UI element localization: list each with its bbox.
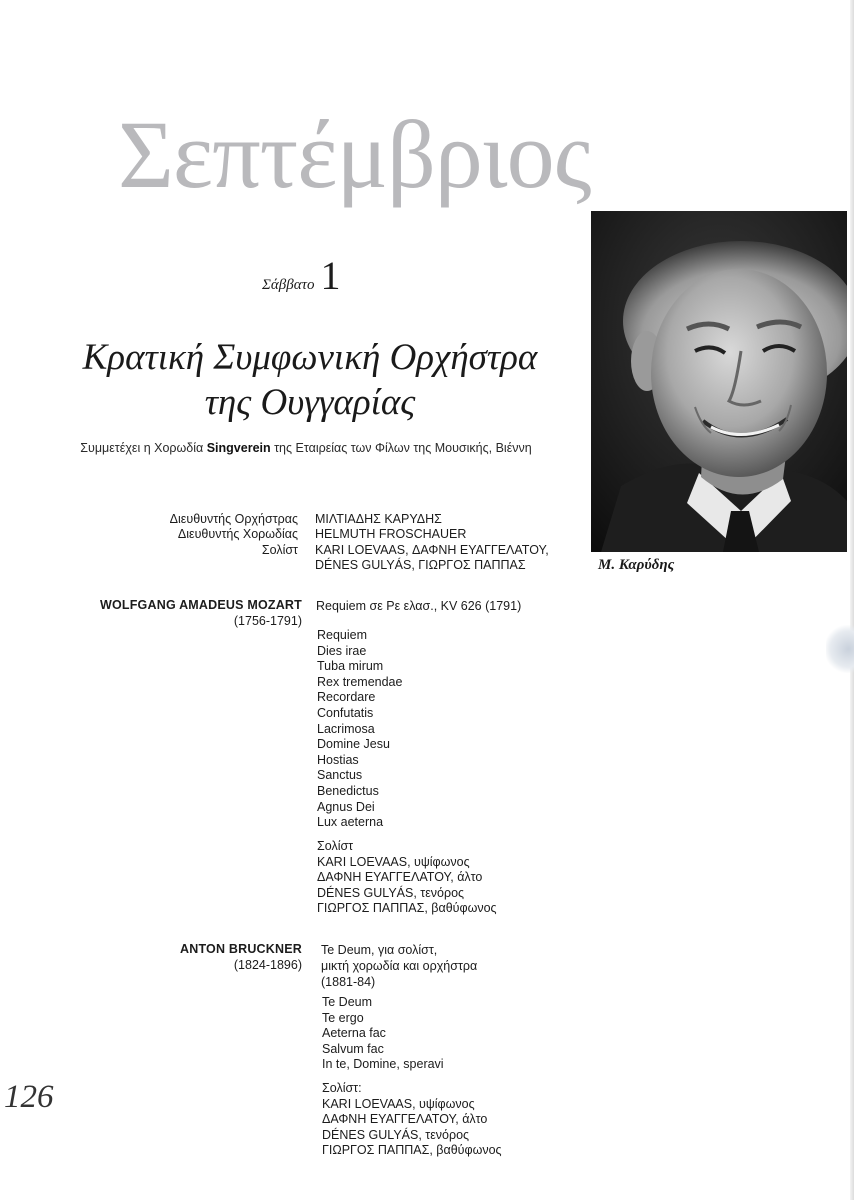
soloist-list (322, 1081, 502, 1159)
day-number: 1 (320, 253, 341, 298)
participating-choir-note (0, 441, 612, 455)
work-title-line: Te Deum, για σολίστ, (321, 943, 438, 957)
movement-item: Hostias (317, 752, 359, 767)
soloist-item: DÉNES GULYÁS, τενόρος (317, 885, 465, 900)
work-title (321, 942, 477, 990)
orchestra-title-line-1: Κρατική Συμφωνική Ορχήστρα (82, 337, 538, 378)
movement-item: Recordare (317, 690, 376, 705)
movement-list (317, 628, 402, 831)
page-number: 126 (4, 1079, 54, 1115)
movement-item: Sanctus (317, 768, 363, 783)
soloist-item: ΓΙΩΡΓΟΣ ΠΑΠΠΑΣ, βαθύφωνος (322, 1143, 502, 1158)
staff-value: ΜΙΛΤΙΑΔΗΣ ΚΑΡΥΔΗΣ (315, 512, 442, 526)
movement-item: Dies irae (317, 643, 367, 658)
staff-label: Διευθυντής Χορωδίας (177, 527, 298, 541)
staff-value: KARI LOEVAAS, ΔΑΦΝΗ ΕΥΑΓΓΕΛΑΤΟΥ, (315, 543, 549, 557)
movement-item: Aeterna fac (322, 1026, 386, 1041)
work-title-line: Requiem σε Ρε ελασ., KV 626 (1791) (316, 599, 522, 613)
choir-note-prefix: Συμμετέχει η Χορωδία (80, 441, 207, 455)
movement-item: Domine Jesu (317, 737, 390, 752)
staff-label: Σολίστ (261, 543, 298, 557)
work-title (316, 598, 521, 614)
day-of-week: Σάββατο (262, 277, 315, 293)
soloist-heading: Σολίστ: (322, 1081, 362, 1095)
scan-smudge (826, 625, 854, 673)
movement-item: Rex tremendae (317, 674, 403, 689)
movement-list (322, 995, 444, 1073)
movement-item: In te, Domine, speravi (322, 1057, 444, 1072)
work-title-line: (1881-84) (321, 975, 376, 989)
staff-label: Διευθυντής Ορχήστρας (169, 512, 298, 526)
movement-item: Lacrimosa (317, 721, 375, 736)
movement-item: Agnus Dei (317, 799, 375, 814)
movement-item: Te ergo (322, 1010, 364, 1025)
composer-years: (1824-1896) (233, 958, 302, 972)
orchestra-title-line-2: της Ουγγαρίας (204, 382, 416, 423)
movement-item: Requiem (317, 628, 368, 642)
concert-date (262, 252, 340, 299)
composer-years: (1756-1791) (233, 614, 302, 628)
movement-item: Tuba mirum (317, 659, 384, 674)
soloist-item: DÉNES GULYÁS, τενόρος (322, 1127, 470, 1142)
choir-note-suffix: της Εταιρείας των Φίλων της Μουσικής, Βιέννη (270, 441, 532, 455)
month-title: Σεπτέμβριος (118, 101, 591, 208)
choir-name: Singverein (206, 441, 271, 455)
soloist-item: ΓΙΩΡΓΟΣ ΠΑΠΠΑΣ, βαθύφωνος (317, 901, 497, 916)
staff-value: HELMUTH FROSCHAUER (315, 527, 467, 541)
soloist-item: KARI LOEVAAS, υψίφωνος (322, 1096, 475, 1111)
movement-item: Benedictus (317, 783, 379, 798)
work-title-line: μικτή χορωδία και ορχήστρα (321, 959, 478, 973)
photo-caption: Μ. Καρύδης (598, 557, 675, 573)
composer-name: ANTON BRUCKNER (179, 942, 302, 956)
conductor-portrait-photo (591, 211, 847, 552)
soloist-heading: Σολίστ (317, 839, 354, 853)
movement-item: Te Deum (322, 995, 373, 1009)
movement-item: Salvum fac (322, 1041, 384, 1056)
soloist-item: ΔΑΦΝΗ ΕΥΑΓΓΕΛΑΤΟΥ, άλτο (322, 1112, 488, 1127)
movement-item: Lux aeterna (317, 815, 384, 830)
soloist-list (317, 839, 497, 917)
page-edge (850, 0, 854, 1200)
soloist-item: ΔΑΦΝΗ ΕΥΑΓΓΕΛΑΤΟΥ, άλτο (317, 870, 483, 885)
composer-name: WOLFGANG AMADEUS MOZART (99, 598, 302, 612)
staff-value: DÉNES GULYÁS, ΓΙΩΡΓΟΣ ΠΑΠΠΑΣ (315, 558, 526, 572)
movement-item: Confutatis (317, 705, 374, 720)
orchestra-title (40, 335, 580, 425)
soloist-item: KARI LOEVAAS, υψίφωνος (317, 854, 470, 869)
portrait-illustration (591, 211, 847, 552)
